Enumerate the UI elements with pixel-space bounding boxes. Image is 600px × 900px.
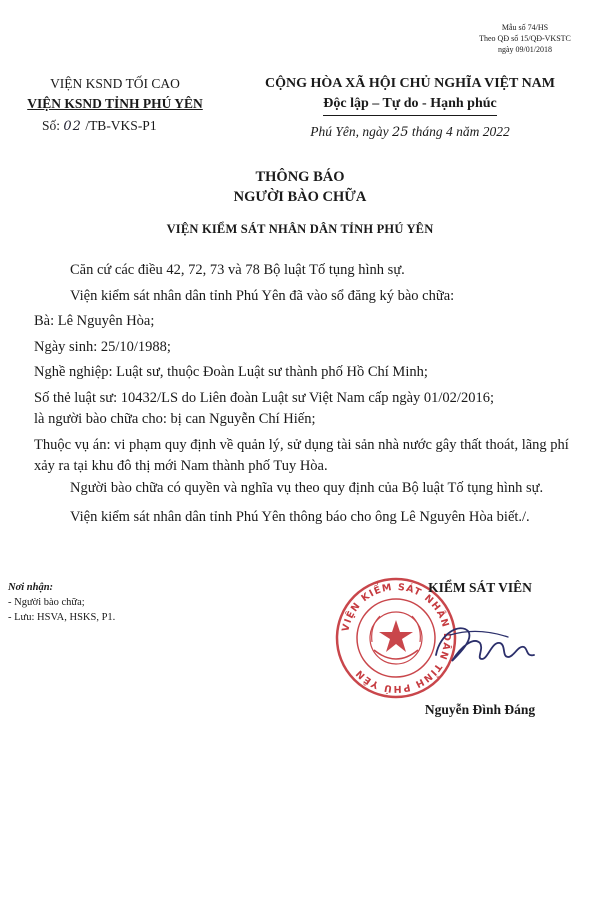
recipient-item: - Lưu: HSVA, HSKS, P1.	[8, 612, 116, 623]
recipients-title: Nơi nhận:	[8, 582, 54, 593]
signatory-name: Nguyễn Đình Đáng	[424, 702, 536, 717]
notification-statement: Viện kiểm sát nhân dân tỉnh Phú Yên thông báo cho ông Lê Nguyên Hòa biết./.	[70, 509, 530, 525]
document-number-suffix: /TB-VKS-P1	[85, 118, 157, 133]
seal-ring-text: VIỆN KIỂM SÁT NHÂN DÂN TỈNH PHÚ YÊN	[340, 581, 453, 695]
document-title-line1: THÔNG BÁO	[255, 169, 345, 185]
issuer-heading: VIỆN KIỂM SÁT NHÂN DÂN TỈNH PHÚ YÊN	[166, 222, 434, 236]
form-code-line2: Theo QĐ số 15/QĐ-VKSTC	[479, 34, 571, 43]
parent-agency: VIỆN KSND TỐI CAO	[50, 76, 180, 91]
document-title	[0, 167, 600, 207]
defended-person: là người bào chữa cho: bị can Nguyễn Chí Hiến;	[34, 411, 316, 427]
rights-statement: Người bào chữa có quyền và nghĩa vụ theo quy định của Bộ luật Tố tụng hình sự.	[70, 479, 544, 496]
form-code-line3: ngày 09/01/2018	[498, 45, 552, 54]
document-number	[42, 118, 157, 134]
signatory-title: KIỂM SÁT VIÊN	[428, 580, 532, 595]
dateline-suffix: tháng 4 năm 2022	[411, 124, 510, 139]
document-number-prefix: Số:	[42, 118, 61, 133]
recipient-item: - Người bào chữa;	[8, 597, 85, 608]
legal-basis: Căn cứ các điều 42, 72, 73 và 78 Bộ luật Tố tụng hình sự.	[70, 262, 405, 278]
document-number-handwritten: 02	[63, 119, 82, 134]
issuing-agency-header	[0, 74, 230, 114]
form-code-line1: Mẫu số 74/HS	[501, 23, 549, 32]
dateline-prefix: Phú Yên, ngày	[310, 124, 389, 139]
dateline-day-handwritten: 25	[391, 125, 409, 140]
document-body	[34, 260, 574, 529]
registration-statement: Viện kiểm sát nhân dân tỉnh Phú Yên đã vào sổ đăng ký bào chữa:	[70, 287, 455, 304]
dateline	[240, 124, 580, 140]
case-description: Thuộc vụ án: vi phạm quy định về quản lý, sử dụng tài sản nhà nước gây thất thoát, lãng phí xảy ra tại khu đô thị mới Nam thành phố Tuy Hòa.	[34, 436, 569, 474]
form-code	[470, 22, 580, 55]
national-motto: Độc lập – Tự do - Hạnh phúc	[323, 94, 496, 116]
nation-name: CỘNG HÒA XÃ HỘI CHỦ NGHĨA VIỆT NAM	[264, 76, 555, 91]
document-title-line2: NGƯỜI BÀO CHỮA	[233, 189, 367, 205]
issuing-agency: VIỆN KSND TỈNH PHÚ YÊN	[27, 96, 203, 111]
lawyer-card: Số thẻ luật sư: 10432/LS do Liên đoàn Luật sư Việt Nam cấp ngày 01/02/2016;	[34, 389, 494, 406]
seal-star-icon	[379, 620, 413, 652]
defender-name: Bà: Lê Nguyên Hòa;	[34, 313, 155, 329]
recipients	[8, 580, 115, 625]
national-header	[240, 74, 580, 116]
defender-dob: Ngày sinh: 25/10/1988;	[34, 338, 171, 355]
defender-occupation: Nghề nghiệp: Luật sư, thuộc Đoàn Luật sư thành phố Hồ Chí Minh;	[34, 364, 428, 380]
handwritten-signature	[430, 615, 540, 675]
